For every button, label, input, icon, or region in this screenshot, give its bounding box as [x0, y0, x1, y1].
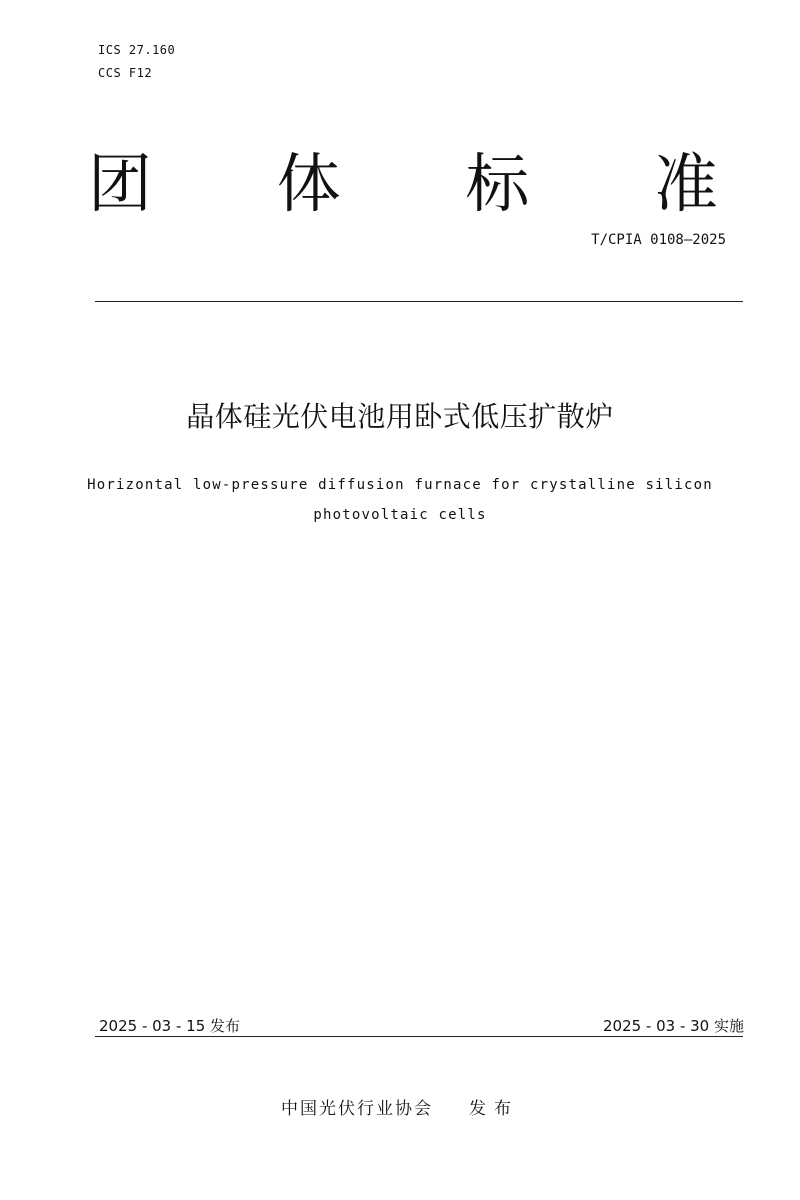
doc-type-char: 体 [276, 148, 341, 222]
document-type-heading [88, 148, 718, 222]
ccs-code: CCS F12 [98, 66, 153, 80]
doc-type-char: 标 [465, 148, 530, 222]
implementation-date: 2025 - 03 - 30 实施 [602, 1017, 744, 1035]
doc-type-char: 准 [653, 148, 718, 222]
top-divider [95, 301, 743, 302]
doc-type-char: 团 [88, 148, 152, 222]
english-title [0, 470, 800, 530]
english-title-line: Horizontal low-pressure diffusion furnace for crystalline silicon [87, 477, 713, 493]
english-title-line: photovoltaic cells [313, 507, 487, 523]
bottom-divider [95, 1036, 743, 1037]
publisher-organization: 中国光伏行业协会 [281, 1099, 433, 1119]
chinese-title: 晶体硅光伏电池用卧式低压扩散炉 [186, 400, 614, 433]
standard-number: T/CPIA 0108—2025 [591, 232, 726, 248]
publisher-action: 发布 [469, 1099, 519, 1119]
ics-code: ICS 27.160 [98, 43, 176, 57]
publish-date: 2025 - 03 - 15 发布 [99, 1017, 241, 1035]
publisher-line [0, 1094, 800, 1119]
